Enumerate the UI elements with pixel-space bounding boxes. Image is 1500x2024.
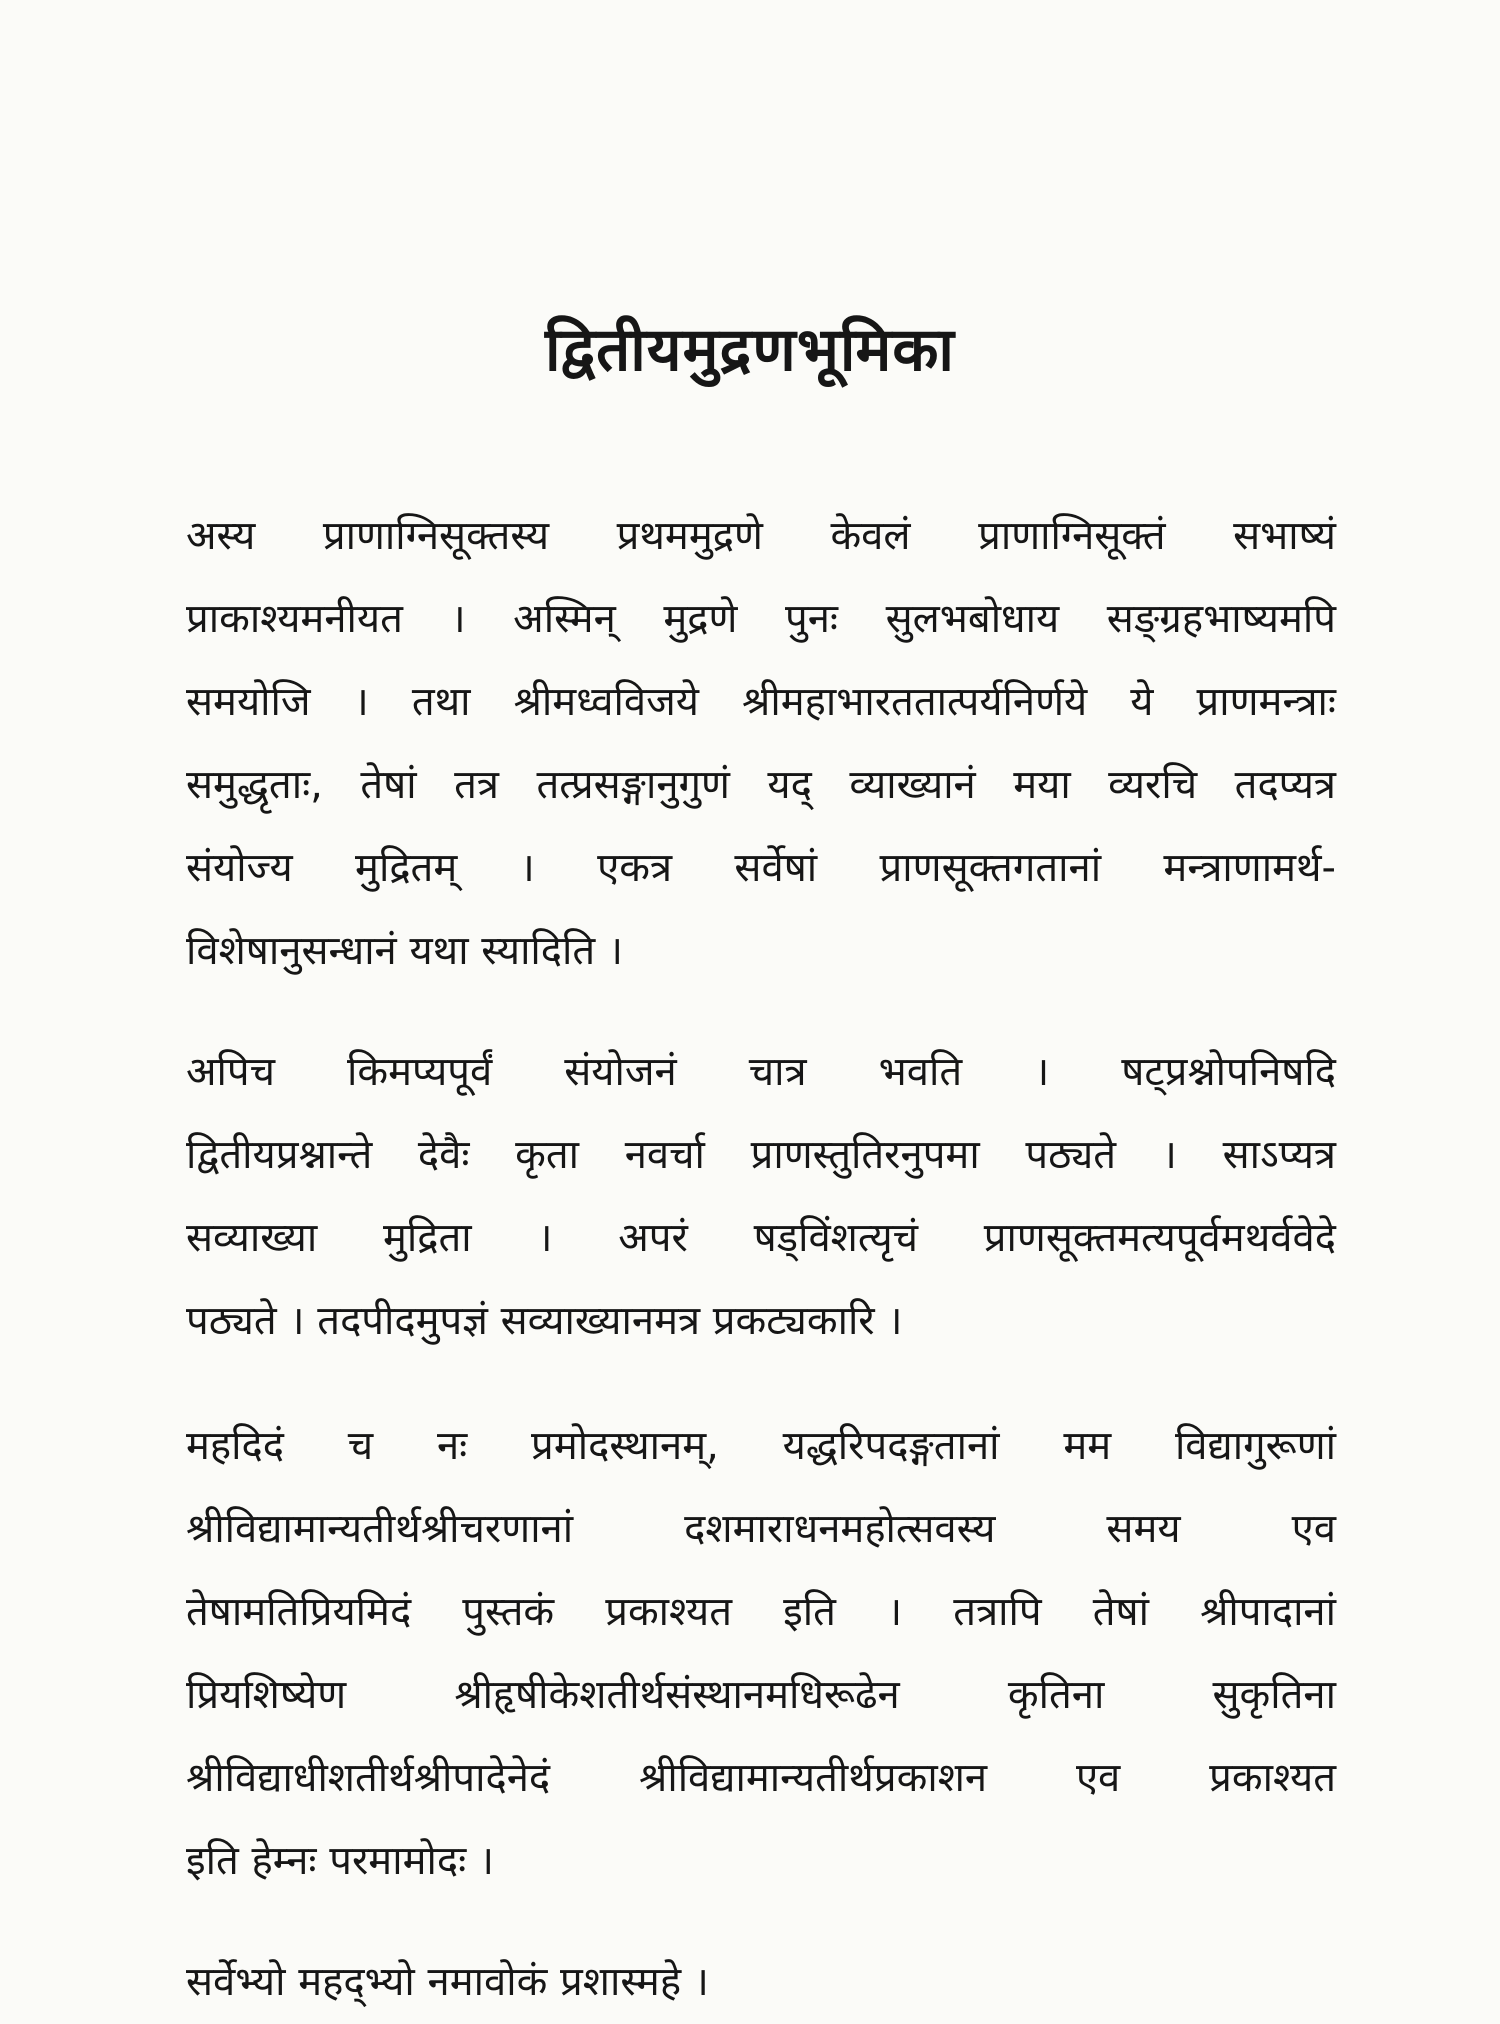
paragraph-1 [186,495,1336,993]
document-body [186,495,1336,2024]
text-line: श्रीविद्यामान्यतीर्थश्रीचरणानां दशमाराधनमहोत्सवस्य समय एव [186,1506,1336,1552]
text-line: सव्याख्या मुद्रिता । अपरं षड्विंशत्यृचं प्राणसूक्तमत्यपूर्वमथर्ववेदे [186,1215,1336,1261]
text-line: संयोज्य मुद्रितम् । एकत्र सर्वेषां प्राणसूक्तगतानां मन्त्राणामर्थ- [186,845,1336,891]
text-line: प्राकाश्यमनीयत । अस्मिन् मुद्रणे पुनः सुलभबोधाय सङ्ग्रहभाष्यमपि [186,596,1336,642]
paragraph-2 [186,1031,1336,1363]
text-line: महदिदं च नः प्रमोदस्थानम्, यद्धरिपदङ्गतानां मम विद्यागुरूणां [186,1423,1336,1469]
text-line: सर्वेभ्यो महद्भ्यो नमावोकं प्रशास्महे । [186,1959,709,2005]
paragraph-4 [186,1941,1336,2024]
page-title: द्वितीयमुद्रणभूमिका [545,315,955,385]
text-line: विशेषानुसन्धानं यथा स्यादिति । [186,928,624,974]
text-line: समयोजि । तथा श्रीमध्वविजये श्रीमहाभारततात्पर्यनिर्णये ये प्राणमन्त्राः [186,679,1336,725]
text-line: इति हेम्नः परमामोदः । [186,1838,495,1884]
text-line: प्रियशिष्येण श्रीहृषीकेशतीर्थसंस्थानमधिरूढेन कृतिना सुकृतिना [186,1672,1336,1718]
paragraph-3 [186,1405,1336,1903]
text-line: पठ्यते । तदपीदमुपज्ञं सव्याख्यानमत्र प्रकट्यकारि । [186,1298,903,1344]
text-line: अस्य प्राणाग्निसूक्तस्य प्रथममुद्रणे केवलं प्राणाग्निसूक्तं सभाष्यं [186,513,1336,559]
text-line: समुद्धृताः, तेषां तत्र तत्प्रसङ्गानुगुणं यद् व्याख्यानं मया व्यरचि तदप्यत्र [186,762,1336,808]
text-line: तेषामतिप्रियमिदं पुस्तकं प्रकाश्यत इति । तत्रापि तेषां श्रीपादानां [186,1589,1336,1635]
text-line: द्वितीयप्रश्नान्ते देवैः कृता नवर्चा प्राणस्तुतिरनुपमा पठ्यते । साऽप्यत्र [186,1132,1336,1178]
text-line: अपिच किमप्यपूर्वं संयोजनं चात्र भवति । षट्प्रश्नोपनिषदि [186,1049,1336,1095]
text-line: श्रीविद्याधीशतीर्थश्रीपादेनेदं श्रीविद्यामान्यतीर्थप्रकाशन एव प्रकाश्यत [186,1755,1336,1801]
